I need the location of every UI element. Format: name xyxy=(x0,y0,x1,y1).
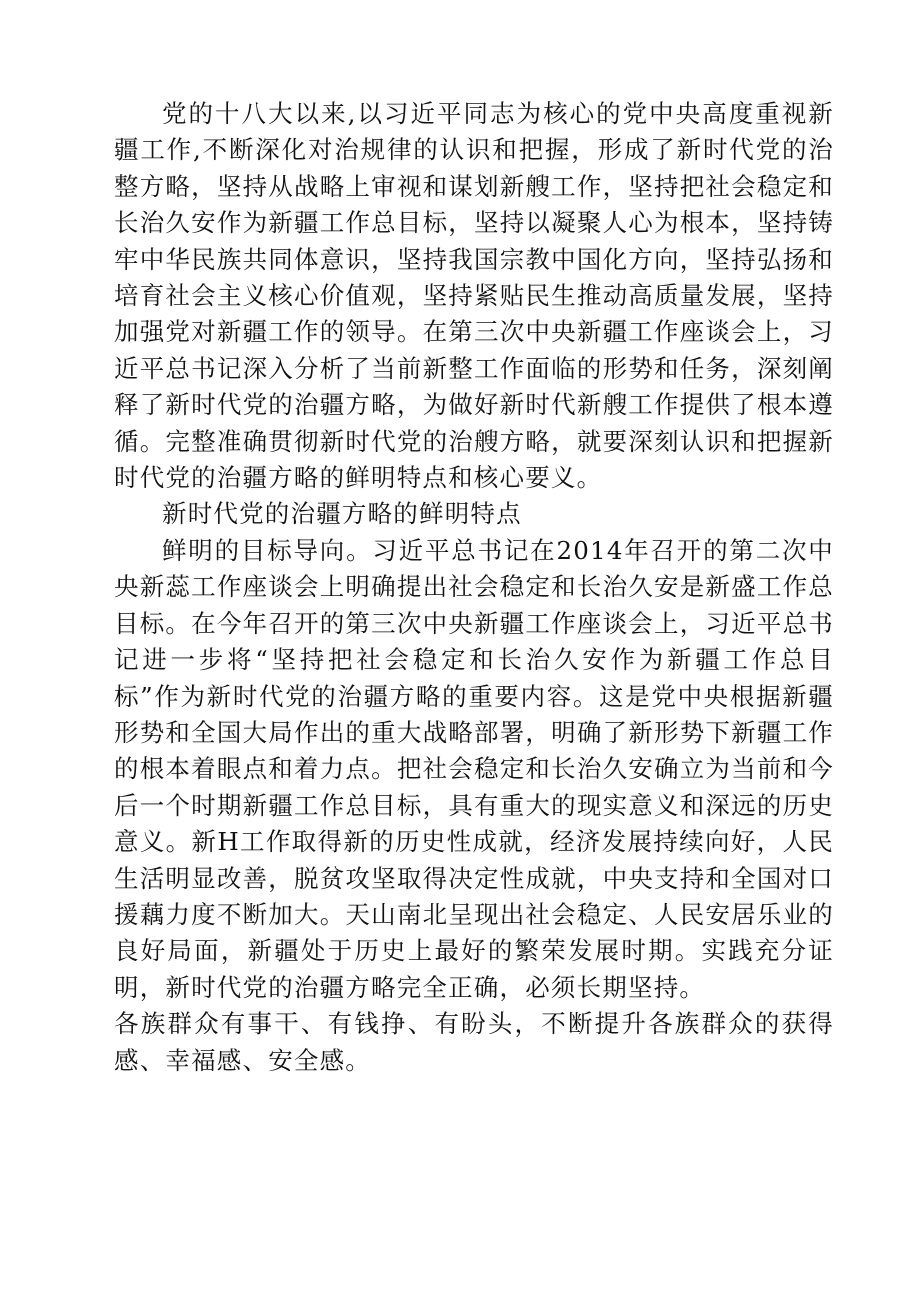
target-orientation-paragraph: 鲜明的目标导向。习近平总书记在2014年召开的第二次中央新蕊工作座谈会上明确提出社会稳定和长治久安是新盛工作总目标。在今年召开的第三次中央新疆工作座谈会上，习近平总书记进一步将“坚持把社会稳定和长治久安作为新疆工作总目标”作为新时代党的治疆方略的重要内容。这是党中央根据新疆形势和全国大局作出的重大战略部署，明确了新形势下新疆工作的根本着眼点和着力点。把社会稳定和长治久安确立为当前和今后一个时期新疆工作总目标，具有重大的现实意义和深远的历史意义。新H工作取得新的历史性成就，经济发展持续向好，人民生活明显改善，脱贫攻坚取得决定性成就，中央支持和全国对口援藕力度不断加大。天山南北呈现出社会稳定、人民安居乐业的良好局面，新疆处于历史上最好的繁荣发展时期。实践充分证明，新时代党的治疆方略完全正确，必须长期坚持。 xyxy=(114,535,834,1002)
section-heading: 新时代党的治疆方略的鲜明特点 xyxy=(162,499,522,529)
intro-paragraph: 党的十八大以来,以习近平同志为核心的党中央高度重视新疆工作,不断深化对治规律的认识和把握，形成了新时代党的治整方略，坚持从战略上审视和谋划新艘工作，坚持把社会稳定和长治久安作为新疆工作总目标，坚持以凝聚人心为根本，坚持铸牢中华民族共同体意识，坚持我国宗教中国化方向，坚持弘扬和培育社会主义核心价值观，坚持紧贴民生推动高质量发展，坚持加强党对新疆工作的领导。在第三次中央新疆工作座谈会上，习近平总书记深入分析了当前新整工作面临的形势和任务，深刻阐释了新时代党的治疆方略，为做好新时代新艘工作提供了根本遵循。完整准确贯彻新时代党的治艘方略，就要深刻认识和把握新时代党的治疆方略的鲜明特点和核心要义。 xyxy=(114,99,834,493)
document-body xyxy=(114,96,834,1079)
closing-paragraph: 各族群众有事干、有钱挣、有盼头，不断提升各族群众的获得感、幸福感、安全感。 xyxy=(114,1009,834,1075)
